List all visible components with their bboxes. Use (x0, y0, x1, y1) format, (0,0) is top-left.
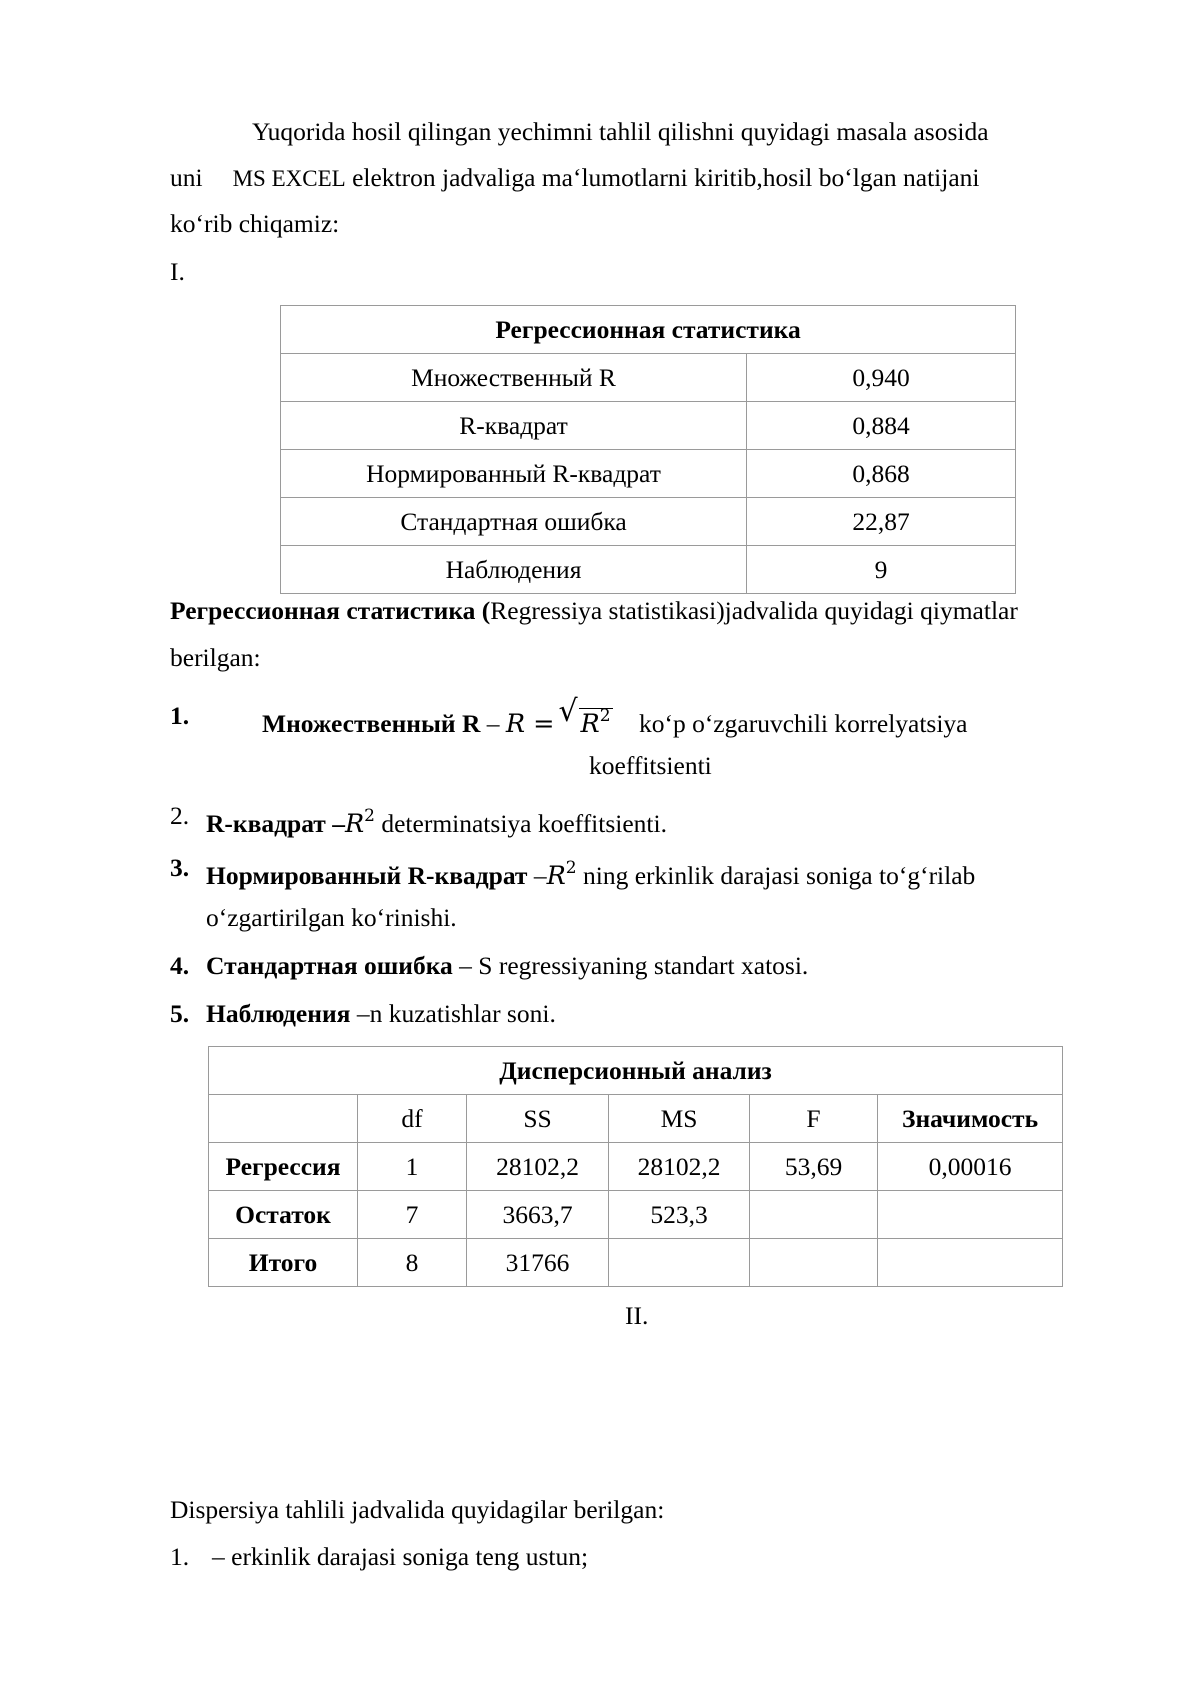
list-item-3-number: 3. (170, 853, 190, 882)
sqrt-radical-icon: √ (558, 694, 578, 729)
list-item-3-text: ning erkinlik darajasi soniga to‘g‘rilab (582, 861, 976, 890)
table-row (209, 1239, 1063, 1287)
section-marker-1: I. (170, 257, 185, 286)
table-row (209, 1143, 1063, 1191)
list-item-5-number: 5. (170, 999, 190, 1028)
list-item-2-bold: R-квадрат – (206, 809, 345, 838)
intro-line-2-rest: elektron jadvaliga ma‘lumotlarni kiritib,hosil bo‘lgan natijani (352, 163, 980, 192)
regression-statistics-table (280, 305, 1016, 594)
regression-row-value: 9 (747, 546, 1016, 594)
intro-line-3: ko‘rib chiqamiz: (170, 209, 340, 238)
anova-cell-df: 8 (358, 1239, 467, 1287)
regression-row-value: 0,884 (747, 402, 1016, 450)
table-row (281, 450, 1016, 498)
list-item-4 (206, 950, 808, 982)
intro-line-1: Yuqorida hosil qilingan yechimni tahlil qilishni quyidagi masala asosida (252, 117, 989, 146)
anova-cell-ms (609, 1239, 750, 1287)
list-item-1-bold: Множественный R (262, 709, 481, 738)
formula-radicand: R (580, 709, 600, 739)
anova-cell-ms: 523,3 (609, 1191, 750, 1239)
list-item-3-text-2: o‘zgartirilgan ko‘rinishi. (206, 903, 457, 932)
regression-desc-bold: Регрессионная статистика ( (170, 596, 491, 625)
regression-row-value: 0,868 (747, 450, 1016, 498)
anova-cell-ss: 3663,7 (467, 1191, 609, 1239)
list-item-1-text-2: koeffitsienti (589, 751, 712, 780)
regression-row-label: Стандартная ошибка (281, 498, 747, 546)
table-row (281, 498, 1016, 546)
regression-desc-line-2: berilgan: (170, 643, 261, 672)
list-item-2-exp: 2 (364, 806, 375, 826)
list-item-4-bold: Стандартная ошибка (206, 951, 453, 980)
anova-cell-f: 53,69 (750, 1143, 878, 1191)
dispersion-line-1: Dispersiya tahlili jadvalida quyidagilar berilgan: (170, 1495, 665, 1524)
regression-desc-rest: Regressiya statistikasi)jadvalida quyidagi qiymatlar (490, 596, 1018, 625)
regression-row-label: Множественный R (281, 354, 747, 402)
anova-header-significance: Значимость (878, 1095, 1063, 1143)
list-item-2-math: R (344, 809, 365, 839)
intro-ms-excel: MS EXCEL (232, 166, 346, 191)
list-item-1-number: 1. (170, 701, 190, 730)
table-row (209, 1191, 1063, 1239)
table-row (281, 546, 1016, 594)
list-item-4-number: 4. (170, 951, 190, 980)
list-item-4-text: – S regressiyaning standart xatosi. (459, 951, 809, 980)
list-item-3-bold: Нормированный R-квадрат (206, 861, 528, 890)
list-item-2 (206, 800, 667, 840)
regression-row-value: 0,940 (747, 354, 1016, 402)
regression-row-label: Нормированный R-квадрат (281, 450, 747, 498)
list-item-5-text: –n kuzatishlar soni. (356, 999, 556, 1028)
intro-word-uni: uni (170, 163, 203, 192)
table-row (281, 354, 1016, 402)
anova-header-empty (209, 1095, 358, 1143)
anova-row-label: Регрессия (209, 1143, 358, 1191)
list-item-2-number: 2. (170, 801, 190, 830)
formula-exponent: 2 (599, 706, 611, 726)
anova-cell-f (750, 1239, 878, 1287)
anova-cell-f (750, 1191, 878, 1239)
anova-cell-df: 7 (358, 1191, 467, 1239)
regression-table-title: Регрессионная статистика (281, 306, 1016, 354)
anova-cell-ms: 28102,2 (609, 1143, 750, 1191)
sqrt-formula (558, 694, 613, 740)
anova-header-f: F (750, 1095, 878, 1143)
list-item-3-math: R (546, 861, 566, 891)
regression-row-label: R-квадрат (281, 402, 747, 450)
anova-row-label: Остаток (209, 1191, 358, 1239)
list-item-1-dash: – (486, 709, 500, 738)
anova-cell-significance: 0,00016 (878, 1143, 1063, 1191)
anova-cell-significance (878, 1239, 1063, 1287)
list-item-2-text: determinatsiya koeffitsienti. (381, 809, 667, 838)
list-item-5-bold: Наблюдения (206, 999, 351, 1028)
anova-cell-df: 1 (358, 1143, 467, 1191)
anova-cell-ss: 31766 (467, 1239, 609, 1287)
table-row (281, 402, 1016, 450)
regression-desc-line-1 (170, 595, 1018, 627)
list-item-5 (206, 998, 556, 1030)
anova-cell-ss: 28102,2 (467, 1143, 609, 1191)
anova-row-label: Итого (209, 1239, 358, 1287)
anova-header-ms: MS (609, 1095, 750, 1143)
formula-r-equals: R = (505, 709, 555, 739)
anova-header-ss: SS (467, 1095, 609, 1143)
table-header-row (209, 1095, 1063, 1143)
regression-row-label: Наблюдения (281, 546, 747, 594)
anova-table-title: Дисперсионный анализ (209, 1047, 1063, 1095)
list-item-3-dash: – (533, 861, 547, 890)
dispersion-item-1-text: – erkinlik darajasi soniga teng ustun; (212, 1542, 589, 1571)
dispersion-item-1-number: 1. (170, 1542, 190, 1571)
list-item-1-text: ko‘p o‘zgaruvchili korrelyatsiya (638, 709, 968, 738)
list-item-1 (262, 694, 968, 740)
list-item-3-exp: 2 (565, 858, 577, 878)
intro-line-2 (170, 162, 980, 195)
anova-cell-significance (878, 1191, 1063, 1239)
list-item-3 (206, 852, 975, 892)
section-marker-2: II. (625, 1301, 649, 1330)
anova-table (208, 1046, 1063, 1287)
regression-row-value: 22,87 (747, 498, 1016, 546)
anova-header-df: df (358, 1095, 467, 1143)
